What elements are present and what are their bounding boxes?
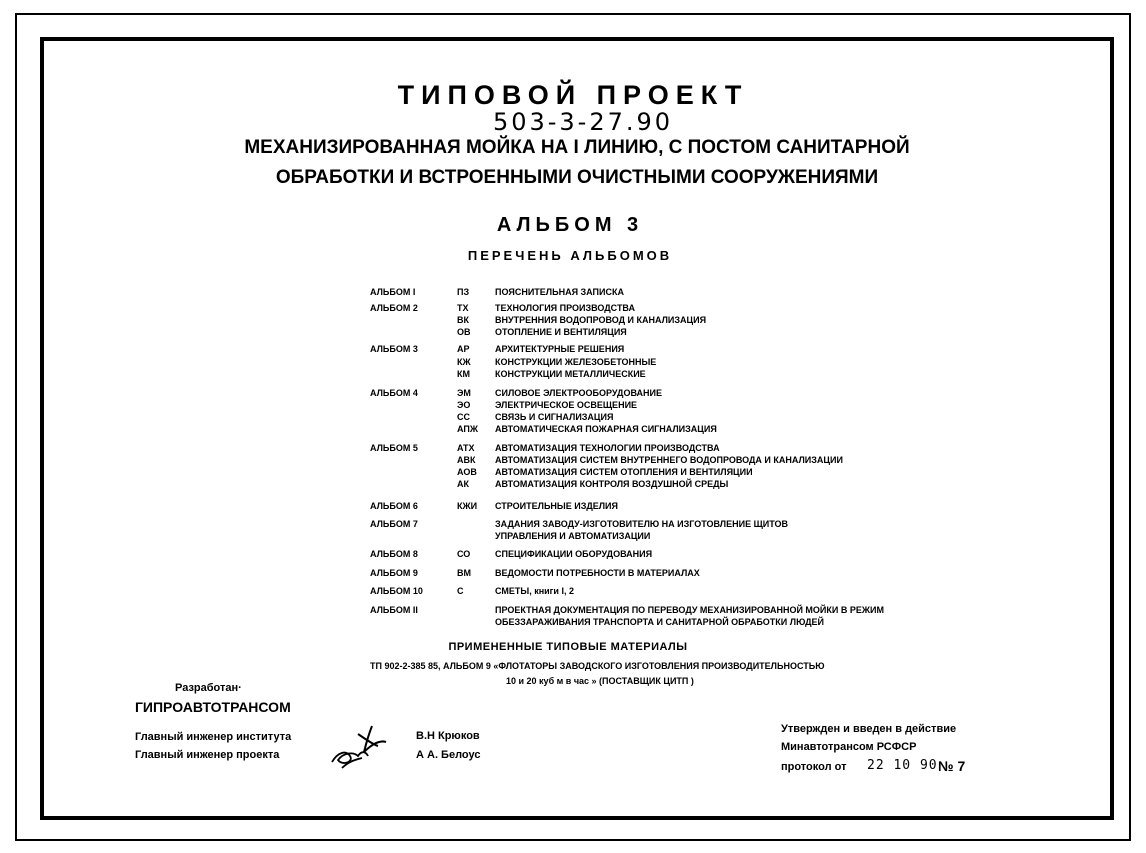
developed-by-label: Разработан· <box>175 682 242 694</box>
chief-engineer-project-label: Главный инженер проекта <box>135 749 280 761</box>
album-section-code: ПЗ <box>457 287 470 297</box>
album-section-code: АТХ <box>457 443 475 453</box>
album-section-code: ЭО <box>457 400 471 410</box>
album-section-code: КЖИ <box>457 501 478 511</box>
album-section-title: СВЯЗЬ И СИГНАЛИЗАЦИЯ <box>495 412 614 422</box>
album-section-code: ТХ <box>457 303 469 313</box>
album-section-title: АВТОМАТИЗАЦИЯ КОНТРОЛЯ ВОЗДУШНОЙ СРЕДЫ <box>495 479 729 489</box>
album-section-title: ПОЯСНИТЕЛЬНАЯ ЗАПИСКА <box>495 287 624 297</box>
album-section-code: АПЖ <box>457 424 478 434</box>
subtitle-line-1: МЕХАНИЗИРОВАННАЯ МОЙКА НА I ЛИНИЮ, С ПОСТОМ САНИТАРНОЙ <box>244 137 910 158</box>
album-section-title: ОБЕЗЗАРАЖИВАНИЯ ТРАНСПОРТА И САНИТАРНОЙ ОБРАБОТКИ ЛЮДЕЙ <box>495 617 825 627</box>
album-section-code: СС <box>457 412 470 422</box>
subtitle-line-2: ОБРАБОТКИ И ВСТРОЕННЫМИ ОЧИСТНЫМИ СООРУЖЕНИЯМИ <box>275 167 879 188</box>
album-section-code: АК <box>457 479 469 489</box>
album-section-title: УПРАВЛЕНИЯ И АВТОМАТИЗАЦИИ <box>495 531 651 541</box>
album-section-title: АВТОМАТИЗАЦИЯ ТЕХНОЛОГИИ ПРОИЗВОДСТВА <box>495 443 720 453</box>
album-section-title: ВНУТРЕННИЯ ВОДОПРОВОД И КАНАЛИЗАЦИЯ <box>495 315 707 325</box>
applied-materials-line-1: ТП 902-2-385 85, АЛЬБОМ 9 «ФЛОТАТОРЫ ЗАВОДСКОГО ИЗГОТОВЛЕНИЯ ПРОИЗВОДИТЕЛЬНОСТЬЮ <box>370 661 825 671</box>
approval-line-2: Минавтотрансом РСФСР <box>781 741 917 753</box>
album-section-code: КЖ <box>457 357 471 367</box>
album-section-title: СТРОИТЕЛЬНЫЕ ИЗДЕЛИЯ <box>495 501 618 511</box>
album-section-title: СМЕТЫ, книги I, 2 <box>495 586 574 596</box>
applied-materials-heading: ПРИМЕНЕННЫЕ ТИПОВЫЕ МАТЕРИАЛЫ <box>448 641 688 653</box>
album-section-code: КМ <box>457 369 470 379</box>
applied-materials-line-2: 10 и 20 куб м в час » (ПОСТАВЩИК ЦИТП ) <box>506 676 694 686</box>
album-section-title: ЭЛЕКТРИЧЕСКОЕ ОСВЕЩЕНИЕ <box>495 400 638 410</box>
album-section-title: АВТОМАТИЗАЦИЯ СИСТЕМ ОТОПЛЕНИЯ И ВЕНТИЛЯЦИИ <box>495 467 753 477</box>
album-section-title: СИЛОВОЕ ЭЛЕКТРООБОРУДОВАНИЕ <box>495 388 662 398</box>
album-label: АЛЬБОМ II <box>370 605 418 615</box>
approval-date: 22 10 90 <box>867 758 938 773</box>
approval-line-1: Утвержден и введен в действие <box>781 723 957 735</box>
album-section-code: СО <box>457 549 471 559</box>
album-section-title: АВТОМАТИЗАЦИЯ СИСТЕМ ВНУТРЕННЕГО ВОДОПРОВОДА И КАНАЛИЗАЦИИ <box>495 455 843 465</box>
album-label: АЛЬБОМ 5 <box>370 443 418 453</box>
album-section-code: ОВ <box>457 327 471 337</box>
developer-organization: ГИПРОАВТОТРАНСОМ <box>135 699 291 715</box>
project-code: 503-3-27.90 <box>492 108 674 136</box>
chief-engineer-institute-name: В.Н Крюков <box>416 730 480 742</box>
album-label: АЛЬБОМ I <box>370 287 416 297</box>
album-label: АЛЬБОМ 8 <box>370 549 418 559</box>
album-section-code: АВК <box>457 455 476 465</box>
album-section-title: ОТОПЛЕНИЕ И ВЕНТИЛЯЦИЯ <box>495 327 627 337</box>
document-title: ТИПОВОЙ ПРОЕКТ <box>397 80 749 110</box>
album-title: АЛЬБОМ 3 <box>496 214 644 236</box>
albums-list-heading: ПЕРЕЧЕНЬ АЛЬБОМОВ <box>467 248 673 263</box>
album-section-code: ВМ <box>457 568 471 578</box>
album-label: АЛЬБОМ 7 <box>370 519 418 529</box>
album-section-title: АРХИТЕКТУРНЫЕ РЕШЕНИЯ <box>495 344 625 354</box>
album-section-code: АР <box>457 344 470 354</box>
signatures <box>328 722 398 770</box>
chief-engineer-institute-label: Главный инженер института <box>135 731 292 743</box>
album-label: АЛЬБОМ 3 <box>370 344 418 354</box>
chief-engineer-project-name: А А. Белоус <box>416 749 481 761</box>
album-label: АЛЬБОМ 6 <box>370 501 418 511</box>
album-section-title: ЗАДАНИЯ ЗАВОДУ-ИЗГОТОВИТЕЛЮ НА ИЗГОТОВЛЕНИЕ ЩИТОВ <box>495 519 789 529</box>
album-label: АЛЬБОМ 4 <box>370 388 418 398</box>
approval-number: № 7 <box>938 758 966 774</box>
album-label: АЛЬБОМ 2 <box>370 303 418 313</box>
album-section-title: АВТОМАТИЧЕСКАЯ ПОЖАРНАЯ СИГНАЛИЗАЦИЯ <box>495 424 717 434</box>
album-section-title: КОНСТРУКЦИИ МЕТАЛЛИЧЕСКИЕ <box>495 369 646 379</box>
album-section-title: ВЕДОМОСТИ ПОТРЕБНОСТИ В МАТЕРИАЛАХ <box>495 568 700 578</box>
approval-protocol-label: протокол от <box>781 761 847 773</box>
album-section-title: КОНСТРУКЦИИ ЖЕЛЕЗОБЕТОННЫЕ <box>495 357 657 367</box>
album-section-code: С <box>457 586 464 596</box>
album-section-title: СПЕЦИФИКАЦИИ ОБОРУДОВАНИЯ <box>495 549 653 559</box>
album-label: АЛЬБОМ 10 <box>370 586 423 596</box>
album-section-code: ЭМ <box>457 388 471 398</box>
album-label: АЛЬБОМ 9 <box>370 568 418 578</box>
album-section-title: ТЕХНОЛОГИЯ ПРОИЗВОДСТВА <box>495 303 635 313</box>
album-section-code: ВК <box>457 315 469 325</box>
album-section-code: АОВ <box>457 467 477 477</box>
album-section-title: ПРОЕКТНАЯ ДОКУМЕНТАЦИЯ ПО ПЕРЕВОДУ МЕХАНИЗИРОВАННОЙ МОЙКИ В РЕЖИМ <box>495 605 884 615</box>
